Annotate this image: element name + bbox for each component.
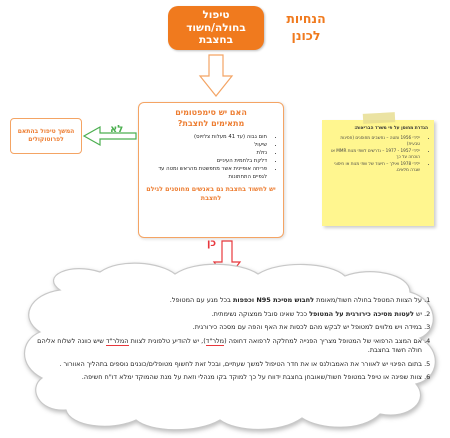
treatment-title-line-3: בחצבת <box>198 34 234 47</box>
continue-line-1: המשך טיפול בהתאם <box>17 128 75 135</box>
symptoms-question-title <box>145 107 277 129</box>
instruction-text: מלר"ד <box>205 336 225 345</box>
note-item: • ילידי 1956 ומטה – נחשבים מחוסנים (חסינות טבעית) <box>328 135 420 147</box>
note-item: • ילידי 1957 - 1977 – נדרשים לשתי מנות MMR או הוכחה על כך <box>328 148 420 160</box>
note-heading: הגדרת מחוסן על פי משרד הבריאות: <box>354 126 428 131</box>
guidelines-heading <box>276 10 336 44</box>
instruction-text: יש <box>413 309 422 318</box>
instruction-text: שיש כוונה לשלוח אליהם חולה חשוד בחצבת. <box>37 336 422 354</box>
guidelines-line-1: הנחיות <box>286 11 326 26</box>
instruction-item <box>30 296 422 306</box>
treatment-title-box <box>168 6 264 50</box>
treatment-title-line-1: טיפול <box>202 9 230 22</box>
instruction-text: לחבוש מסיכת N95 וכפפות <box>232 296 315 304</box>
symptom-item: • נזלת <box>145 149 267 157</box>
symptom-item: • דלקת בלחמית העיניים <box>145 157 267 165</box>
instruction-item <box>30 323 422 333</box>
note-list <box>328 135 428 173</box>
instruction-text: אם המצב הרפואי של המטופל מצריך הפנייה למחלקה לרפואה דחופה ( <box>224 336 422 345</box>
instruction-item <box>30 373 422 383</box>
symptoms-list <box>145 133 277 181</box>
question-title-line-2: מתאימים לחצבת? <box>177 119 245 128</box>
instruction-text: ככל שאינו סובל ממצוקה נשימתית. <box>211 309 310 318</box>
suspect-note: יש לחשוד בחצבת גם באנשים מחוסנים לגילם לחצבת <box>146 186 276 202</box>
instruction-text: המלר"ד <box>105 336 129 345</box>
instruction-text: על הצוות המטפל בחולה חשוד/מאומת <box>314 296 422 304</box>
note-tape <box>363 112 395 124</box>
question-title-line-1: האם יש סימפטומים <box>175 108 247 117</box>
no-label: לא <box>110 124 124 135</box>
continue-protocol-box <box>10 118 82 154</box>
treatment-title-line-2: בחולה/חשוד <box>186 21 246 34</box>
instruction-item <box>30 310 422 320</box>
instructions-list <box>30 296 444 387</box>
symptom-item: • חום גבוה (עד 41 מעלות צלזיוס) <box>145 133 267 141</box>
down-arrow-top <box>200 55 232 96</box>
instruction-text: בכל מגע עם המטופל. <box>169 296 233 304</box>
guidelines-line-2: לכונן <box>291 28 321 43</box>
continue-line-2: לפרוטוקולים <box>28 136 64 143</box>
instruction-item <box>30 337 422 356</box>
instruction-text: ), יש להודיע טלפונית לצוות <box>128 336 206 345</box>
symptoms-question-box <box>138 102 284 238</box>
instruction-text: בתום הפינוי יש לאוורר את האמבולנס או את חדר הטיפול למשך שעתיים, ובכל זאת לחשוף מטופלים/כוננים נוספים בתהליך האוורור . <box>59 359 422 368</box>
instruction-text: במידה ויש מלווים למטופל יש לבקש מהם לכסות את האף והפה עם מסכה כירורגית. <box>192 323 422 331</box>
instruction-text: לעטות מסיכה כירורגית על המטופל <box>309 309 414 318</box>
yes-label: כן <box>207 238 217 249</box>
note-item: • ילידי 1978 ואילך – תיעוד של שתי מנות או חיסוני שגרה מלאים. <box>328 161 420 173</box>
instruction-item <box>30 360 422 370</box>
symptom-item: • שיעול <box>145 141 267 149</box>
symptom-item: • פריחה אופיינית אשר מתפשטת מהראש ומטה עד לגפיים התחתונות <box>145 165 267 181</box>
vaccination-definition-note <box>322 120 434 226</box>
instruction-text: צוות שפינה או טיפל במטופל חשוד/שאובחן בחצבת ידווח על כך למוקד בקו מנהלי וזאת על מנת שהמוקד ימלא דו"ח חשיפה. <box>81 373 422 381</box>
